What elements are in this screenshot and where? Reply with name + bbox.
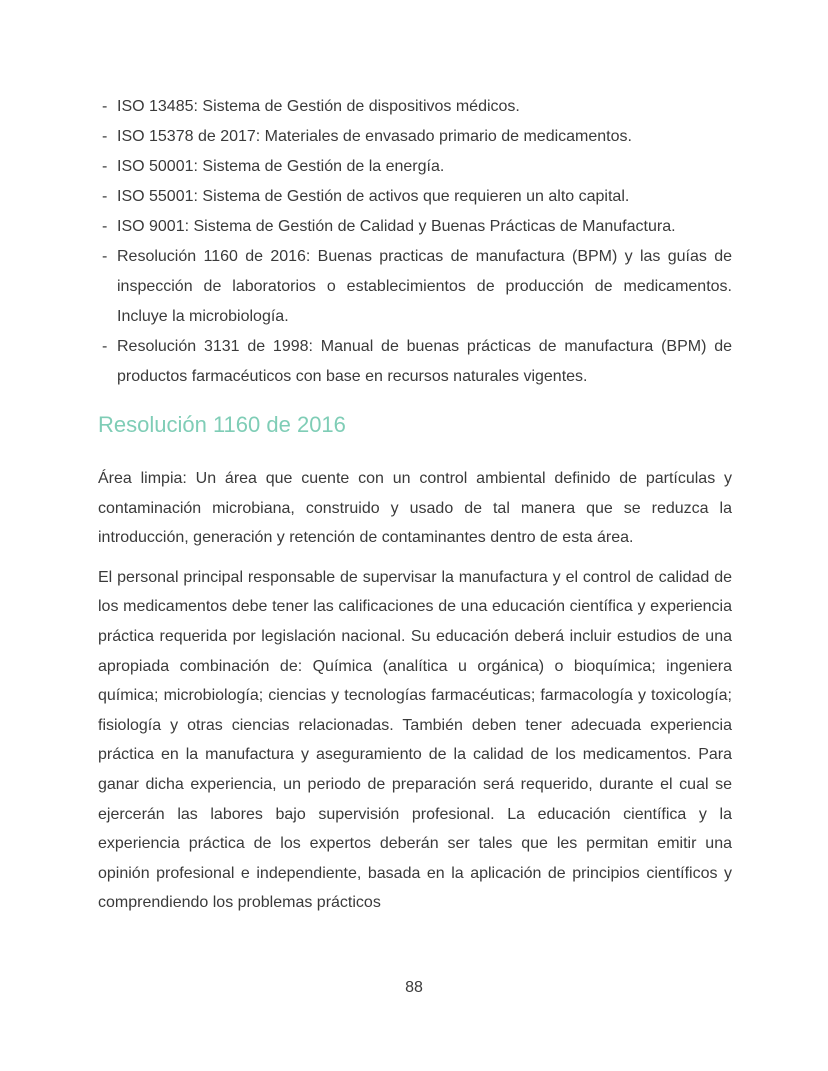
page-number: 88 (405, 979, 423, 996)
section-heading: Resolución 1160 de 2016 (98, 412, 346, 437)
bullet-dash: - (102, 338, 108, 355)
list-item-text: Resolución 1160 de 2016: Buenas practicas de manufactura (BPM) y las guías de inspección de laboratorios o establecimientos de producción de medicamentos. Incluye la microbiología. (117, 248, 732, 325)
bullet-dash: - (102, 218, 108, 235)
standards-list (98, 92, 732, 392)
document-page (98, 92, 732, 928)
list-item (98, 332, 732, 392)
list-item-text: ISO 50001: Sistema de Gestión de la energía. (117, 158, 445, 175)
bullet-dash: - (102, 98, 108, 115)
bullet-dash: - (102, 158, 108, 175)
bullet-dash: - (102, 128, 108, 145)
bullet-dash: - (102, 248, 108, 265)
bullet-dash: - (102, 188, 108, 205)
list-item (98, 92, 732, 122)
list-item-text: ISO 55001: Sistema de Gestión de activos que requieren un alto capital. (117, 188, 630, 205)
paragraph-personnel: El personal principal responsable de supervisar la manufactura y el control de calidad de los medicamentos debe tener las calificaciones de una educación científica y experiencia práctica requerida por legislación nacional. Su educación deberá incluir estudios de una apropiada combinación de: Química (analítica u orgánica) o bioquímica; ingeniera química; microbiología; ciencias y tecnologías farmacéuticas; farmacología y toxicología; fisiología y otras ciencias relacionadas. También deben tener adecuada experiencia práctica en la manufactura y aseguramiento de la calidad de los medicamentos. Para ganar dicha experiencia, un periodo de preparación será requerido, durante el cual se ejercerán las labores bajo supervisión profesional. La educación científica y la experiencia práctica de los expertos deberán ser tales que les permitan emitir una opinión profesional e independiente, basada en la aplicación de principios científicos y comprendiendo los problemas prácticos (98, 568, 732, 912)
list-item (98, 212, 732, 242)
list-item (98, 182, 732, 212)
list-item-text: ISO 13485: Sistema de Gestión de dispositivos médicos. (117, 98, 520, 115)
list-item (98, 242, 732, 332)
list-item (98, 152, 732, 182)
list-item-text: ISO 9001: Sistema de Gestión de Calidad y Buenas Prácticas de Manufactura. (117, 218, 676, 235)
list-item-text: ISO 15378 de 2017: Materiales de envasado primario de medicamentos. (117, 128, 632, 145)
list-item-text: Resolución 3131 de 1998: Manual de buenas prácticas de manufactura (BPM) de productos farmacéuticos con base en recursos naturales vigentes. (117, 338, 732, 385)
paragraph-clean-area: Área limpia: Un área que cuente con un control ambiental definido de partículas y contaminación microbiana, construido y usado de tal manera que se reduzca la introducción, generación y retención de contaminantes dentro de esta área. (98, 470, 732, 547)
list-item (98, 122, 732, 152)
